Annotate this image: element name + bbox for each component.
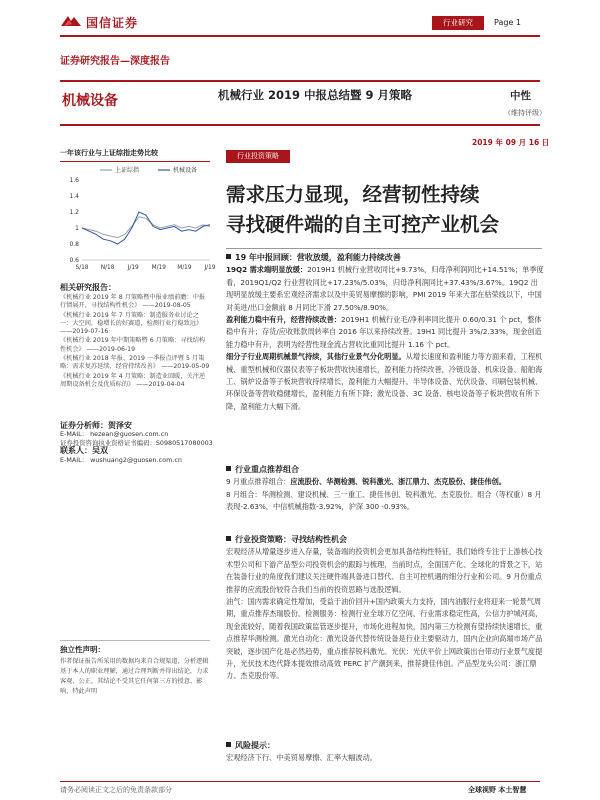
section-2 [226, 464, 544, 514]
section-1-para-1: 19Q2 需求端明显放缓：2019H1 机械行业营收同比+9.73%，归母净利润同比+14.51%；单季度看，2019Q1/Q2 行业营收同比+17.23%/5.03%，归母净利润同比+37.43%/3.67%。19Q2 出现明显放缓主要系宏观经济需求以及中美贸易摩擦的影响，PMI 2019 年来大部在枯荣线以下，中国对美进/出口金额前 8 月同比下滑 27.50%/8.90%。 [226, 265, 544, 312]
section-3-para-2: 油气：国内需求确定性增加，受益于油价回升+国内政策大力支持，国内油服行业将迎来一轮景气周期，重点推荐杰瑞股份。检测服务：检测行业全球万亿空间，行业需求稳定性高，公信力护城河高，现金流较好，随着我国政策监管逐步提升，市场化进程加快，国内第三方检测有望持续快速增长，重点推荐华测检测。激光自动化：激光设备代替传统设备是行业主要驱动力，国内企业向高端市场产品突破，逐步国产化是必然趋势，重点推荐锐科激光。光伏：光伏平价上网政策出台带动行业景气度提升，光伏技术迭代降本提效推动高效 PERC 扩产潮到来，推荐捷佳伟创。产品型龙头公司：浙江鼎力、杰克股份等。 [226, 597, 543, 681]
x-tick-label: M/19 [177, 265, 192, 271]
independence-text: 作者保证报告所采用的数据均来自合规渠道，分析逻辑基于本人的职业理解，通过合理判断并得出结论，力求客观、公正，其结论不受其它任何第三方的授意、影响，特此声明 [60, 658, 209, 695]
section-3-title: 行业投资策略：寻找结构性机会 [226, 534, 544, 546]
related-report-title: 《机械行业 2019 年 7 月策略：制造服务业讨论之一：大空间，稳增长的好赛道，检测行业行稳致远》 —— [60, 311, 203, 336]
y-tick-label: 1 [75, 225, 79, 232]
x-tick-label: M/19 [151, 265, 166, 271]
section-tag: 行业投资策略 [226, 150, 290, 163]
footer-disclaimer: 请务必阅读正文之后的免责条款部分 [60, 786, 172, 794]
independence-heading: 独立性声明： [60, 640, 210, 655]
analyst-block [60, 422, 220, 464]
series-line [82, 217, 210, 238]
headline [226, 180, 546, 240]
industry-name: 机械设备 [62, 93, 118, 109]
related-report-date: 2019-07-16 [72, 328, 109, 336]
index-comparison-chart [60, 164, 216, 274]
chart-title: 一年该行业与上证综指走势比较 [60, 148, 210, 162]
x-tick-label: J/19 [127, 265, 139, 271]
bullet-icon [226, 466, 231, 471]
report-type: 证券研究报告—深度报告 [60, 56, 170, 67]
section-4-para-1: 宏观经济下行、中美贸易摩擦、汇率大幅波动。 [226, 753, 377, 763]
related-report-title: 《机械行业 2019 年 8 月策略暨中报业绩前瞻：中报行情展开，寻找结构性机会》 —— [60, 294, 206, 310]
series-line [82, 212, 210, 244]
bullet-icon [226, 536, 231, 541]
y-tick-label: 1.2 [69, 209, 79, 216]
header-tag: 行业研究 [432, 16, 484, 30]
section-1 [226, 252, 544, 413]
related-report-date: 2019-08-05 [154, 302, 191, 310]
rating: 中性 [510, 90, 531, 102]
headline-divider [226, 248, 542, 249]
y-tick-label: 1.6 [69, 177, 79, 184]
x-tick-label: J/19 [204, 265, 216, 271]
x-tick-label: N/18 [100, 265, 115, 271]
section-2-para-1: 9 月重点推荐组合：应流股份、华测检测、锐科激光、浙江鼎力、杰克股份、捷佳伟创。 [226, 477, 506, 487]
rating-note: （维持评级） [504, 109, 546, 117]
related-report-item[interactable] [60, 355, 210, 372]
section-1-para-3: 细分子行业周期机械景气持续，其他行业景气分化明显。从增长速度和盈利能力等方面来看，工程机械、重型机械和仪器仪表等子板块营收快速增长，盈利能力持续改善，冷链设备、机床设备、船舶海工、锅炉设备等子板块营收持续增长，盈利能力大幅提升，半导体设备、光伏设备、印刷包装机械、环保设备等营收稳健增长，盈利能力有所下降；激光设备、3C 设备、核电设备等子板块营收有所下降，盈利能力大幅下滑。 [226, 352, 543, 411]
y-tick-label: 0.6 [69, 257, 79, 264]
section-4 [226, 740, 544, 765]
analyst-2-name: 联系人：吴双 [60, 446, 108, 456]
related-report-title: 《机械行业 2018 年报、2019 一季报点评暨 5 月策略：需求复苏延续，经营持续改善》 —— [60, 355, 205, 371]
analyst-1-cert: 证券投资咨询执业资格证书编码：S0980517080003 [60, 438, 213, 447]
related-report-item[interactable] [60, 373, 210, 390]
section-4-title: 风险提示： [226, 740, 544, 752]
x-tick-label: S/18 [75, 265, 89, 271]
related-reports-list [60, 294, 210, 390]
legend-label: 上证综指 [115, 167, 140, 174]
related-report-title: 《机械行业 2019 年 4 月策略：制造业回暖，关注逆周期设备机会及优质标的》 —— [60, 372, 206, 388]
related-report-date: 2019-04-04 [148, 380, 185, 388]
brand-name: 国信证券 [86, 16, 139, 30]
section-3-para-1: 宏观经济从增量逐步进入存量，装备端的投资机会更加具备结构性特征，我们始终专注于上游核心技术型公司和下游产品型公司投资机会的跟踪与梳理，当前时点，全面国产化、全球化的背景之下，站在装备行业的角度我们建议关注硬件端具备进口替代、自主可控机遇的细分行业和公司。9 月份重点推荐的应流股份较符合我们当前的投资思路与选股逻辑。 [226, 547, 543, 594]
section-1-para-2: 盈利能力稳中有升，经营持续改善：2019H1 机械行业毛/净利率同比提升 0.60/0.31 个 pct，整体稳中有升；存货/应收账款周转率自 2016 年以来持续改善。19H1 同比提升 3%/2.33%，现金创造能力稳中有升，表明为经营性现金流占营收比重同比提升 1.16 个 pct。 [226, 315, 542, 349]
report-date: 2019 年 09 月 16 日 [472, 138, 550, 147]
header-divider [60, 35, 540, 37]
section-3 [226, 534, 544, 683]
page-number: Page 1 [494, 18, 521, 27]
section-1-title: 19 年中报回顾：营收放缓，盈利能力持续改善 [226, 252, 544, 264]
analyst-1-name: 证券分析师：贺泽安 [60, 421, 132, 430]
bullet-icon [226, 254, 231, 259]
guosen-logo-icon [60, 14, 82, 28]
related-report-title: 《机械行业 2019 年中期策略暨 6 月策略：寻找结构性机会》 —— [60, 337, 206, 353]
section-2-para-2: 8 月组合：华测检测、建设机械、三一重工、捷佳伟创、锐科激光、杰克股份。组合（等权重）8 月表现-2.63%，中信机械指数-3.92%，沪深 300 -0.93%。 [226, 489, 542, 512]
related-report-item[interactable] [60, 337, 210, 354]
y-tick-label: 0.8 [69, 241, 79, 248]
related-report-item[interactable] [60, 294, 210, 311]
bullet-icon [226, 742, 231, 747]
headline-line-2: 寻找硬件端的自主可控产业机会 [226, 213, 500, 236]
related-report-date: 2019-05-09 [173, 363, 210, 371]
report-title: 机械行业 2019 中报总结暨 9 月策略 [218, 88, 413, 102]
footer-divider [60, 781, 540, 782]
y-tick-label: 1.4 [69, 193, 79, 200]
analyst-2-email[interactable]: E-MAIL： wushuang2@guosen.com.cn [60, 455, 182, 464]
related-report-date: 2019-06-19 [99, 345, 136, 353]
section-2-title: 行业重点推荐组合 [226, 464, 544, 476]
footer-slogan: 全球视野 本土智慧 [468, 786, 527, 794]
related-reports-heading: 相关研究报告： [60, 283, 116, 292]
related-report-item[interactable] [60, 312, 210, 337]
legend-label: 机械设备 [173, 167, 198, 174]
analyst-1-email[interactable]: E-MAIL： hezean@guosen.com.cn [60, 430, 169, 439]
headline-line-1: 需求压力显现，经营韧性持续 [226, 183, 480, 206]
